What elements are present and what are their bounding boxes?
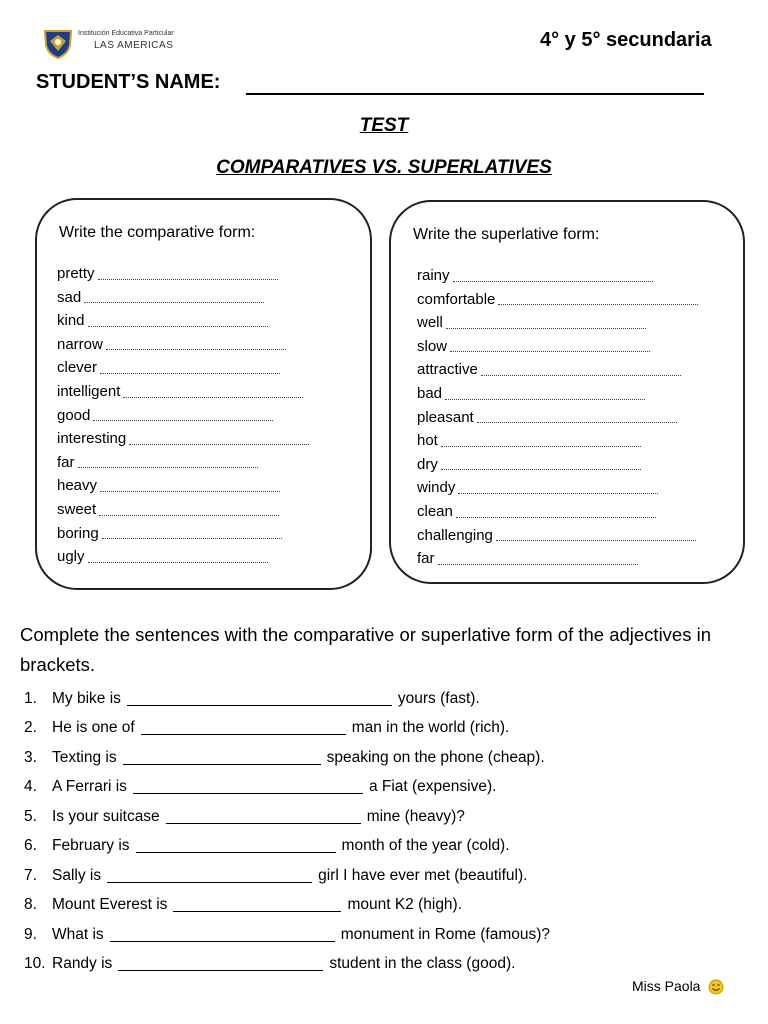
sentence-number: 5.	[24, 807, 37, 825]
list-item	[57, 262, 309, 286]
comparative-box-title: Write the comparative form:	[59, 224, 256, 241]
superlative-box	[389, 200, 745, 584]
sentence-end: speaking on the phone (cheap).	[326, 748, 545, 766]
comparative-word: heavy	[57, 477, 98, 495]
answer-blank[interactable]	[88, 326, 268, 327]
list-item	[24, 769, 550, 799]
sentence-end: month of the year (cold).	[341, 837, 510, 854]
list-item	[417, 453, 698, 477]
answer-blank[interactable]	[441, 469, 641, 470]
answer-blank[interactable]	[453, 281, 653, 282]
answer-blank[interactable]	[78, 467, 258, 468]
answer-blank[interactable]	[496, 540, 696, 541]
school-logo	[42, 27, 202, 59]
list-item	[417, 264, 698, 288]
sentence-start: What is	[52, 925, 104, 943]
answer-blank[interactable]	[84, 302, 264, 303]
sentence-number: 2.	[24, 719, 37, 736]
sentence-number: 7.	[24, 866, 37, 884]
sentence-number: 8.	[24, 896, 37, 913]
answer-blank[interactable]	[438, 564, 638, 565]
superlative-word: windy	[417, 479, 456, 497]
comparative-word: pretty	[57, 265, 95, 282]
answer-blank[interactable]	[98, 279, 278, 280]
superlative-word: comfortable	[417, 290, 496, 308]
superlative-word: well	[417, 314, 443, 332]
list-item	[417, 288, 698, 312]
sentence-number: 10.	[24, 955, 46, 972]
list-item	[417, 382, 698, 406]
answer-blank[interactable]	[141, 734, 346, 735]
comparative-word: sweet	[57, 500, 97, 518]
answer-blank[interactable]	[129, 444, 309, 445]
sentence-end: yours (fast).	[397, 689, 480, 707]
instructions: Complete the sentences with the comparative or superlative form of the adjectives in brackets.	[20, 624, 712, 675]
list-item	[417, 524, 698, 548]
sentence-end: mine (heavy)?	[366, 807, 465, 825]
sentence-list	[24, 680, 550, 975]
superlative-word: far	[417, 550, 435, 568]
list-item	[24, 916, 550, 946]
answer-blank[interactable]	[123, 764, 321, 765]
answer-blank[interactable]	[110, 941, 335, 942]
comparative-box	[35, 198, 372, 590]
comparative-word: sad	[57, 288, 82, 306]
answer-blank[interactable]	[481, 375, 681, 376]
answer-blank[interactable]	[173, 911, 341, 912]
sentence-number: 9.	[24, 925, 37, 943]
list-item	[24, 946, 550, 976]
grade-label: 4° y 5° secundaria	[540, 29, 712, 51]
list-item	[57, 545, 309, 569]
answer-blank[interactable]	[106, 349, 286, 350]
list-item	[417, 429, 698, 453]
sentence-start: Randy is	[52, 955, 113, 972]
sentence-number: 3.	[24, 748, 37, 766]
superlative-word: clean	[417, 502, 453, 520]
superlative-word: pleasant	[417, 408, 474, 426]
sentence-start: My bike is	[52, 689, 121, 707]
sentence-start: Is your suitcase	[52, 807, 160, 825]
sentence-number: 4.	[24, 778, 37, 795]
signature-footer	[632, 978, 724, 995]
list-item	[24, 710, 550, 740]
signature: Miss Paola	[632, 978, 701, 994]
sentence-end: mount K2 (high).	[347, 896, 463, 913]
list-item	[57, 451, 309, 475]
superlative-word: slow	[417, 337, 448, 355]
superlative-word: rainy	[417, 267, 450, 284]
page-title: TEST	[359, 115, 409, 136]
comparative-word: narrow	[57, 335, 103, 353]
superlative-word: attractive	[417, 361, 478, 379]
sentence-end: a Fiat (expensive).	[368, 778, 497, 795]
answer-blank[interactable]	[127, 705, 392, 706]
list-item	[417, 358, 698, 382]
comparative-word-list	[57, 262, 309, 569]
sentence-start: Texting is	[52, 748, 117, 766]
answer-blank[interactable]	[136, 852, 336, 853]
list-item	[24, 857, 550, 887]
list-item	[57, 356, 309, 380]
logo-line-2: LAS AMERICAS	[94, 40, 174, 51]
answer-blank[interactable]	[445, 399, 645, 400]
comparative-word: intelligent	[57, 382, 121, 400]
list-item	[24, 798, 550, 828]
smiley-icon	[708, 979, 724, 995]
comparative-word: ugly	[57, 548, 85, 566]
superlative-word: hot	[417, 432, 438, 450]
answer-blank[interactable]	[456, 517, 656, 518]
sentence-end: girl I have ever met (beautiful).	[318, 866, 528, 884]
list-item	[57, 309, 309, 333]
list-item	[417, 335, 698, 359]
superlative-word: bad	[417, 384, 443, 402]
list-item	[57, 333, 309, 357]
student-name-label: STUDENT’S NAME:	[36, 71, 221, 93]
list-item	[417, 406, 698, 430]
superlative-word: dry	[417, 455, 438, 473]
list-item	[417, 476, 698, 500]
answer-blank[interactable]	[133, 793, 363, 794]
answer-blank[interactable]	[100, 373, 280, 374]
answer-blank[interactable]	[458, 493, 658, 494]
answer-blank[interactable]	[100, 491, 280, 492]
answer-blank[interactable]	[88, 562, 268, 563]
list-item	[24, 739, 550, 769]
answer-blank[interactable]	[107, 882, 312, 883]
list-item	[57, 522, 309, 546]
answer-blank[interactable]	[166, 823, 361, 824]
sentence-end: monument in Rome (famous)?	[340, 925, 551, 943]
answer-blank[interactable]	[446, 328, 646, 329]
page-subtitle: COMPARATIVES VS. SUPERLATIVES	[216, 157, 552, 178]
superlative-word: challenging	[417, 526, 493, 544]
list-item	[417, 500, 698, 524]
answer-blank[interactable]	[450, 351, 650, 352]
student-name-line[interactable]	[246, 93, 704, 95]
answer-blank[interactable]	[477, 422, 677, 423]
sentence-start: He is one of	[52, 719, 135, 736]
answer-blank[interactable]	[441, 446, 641, 447]
answer-blank[interactable]	[498, 304, 698, 305]
sentence-number: 6.	[24, 837, 37, 854]
sentence-start: Sally is	[52, 866, 102, 884]
answer-blank[interactable]	[93, 420, 273, 421]
list-item	[24, 828, 550, 858]
sentence-number: 1.	[24, 689, 37, 707]
list-item	[417, 547, 698, 571]
sentence-start: A Ferrari is	[52, 778, 127, 795]
comparative-word: kind	[57, 312, 85, 330]
logo-line-1: Institución Educativa Particular	[78, 30, 174, 37]
list-item	[24, 680, 550, 710]
answer-blank[interactable]	[118, 970, 323, 971]
sentence-start: February is	[52, 837, 130, 854]
answer-blank[interactable]	[99, 515, 279, 516]
list-item	[57, 404, 309, 428]
list-item	[57, 498, 309, 522]
comparative-word: far	[57, 453, 75, 471]
comparative-word: good	[57, 406, 91, 424]
sentence-end: student in the class (good).	[329, 955, 516, 972]
sentence-end: man in the world (rich).	[351, 719, 510, 736]
list-item	[57, 474, 309, 498]
superlative-word-list	[417, 264, 698, 571]
answer-blank[interactable]	[123, 397, 303, 398]
shield-logo-icon	[42, 27, 74, 59]
list-item	[57, 286, 309, 310]
list-item	[417, 311, 698, 335]
superlative-box-title: Write the superlative form:	[413, 226, 600, 243]
comparative-word: boring	[57, 524, 99, 542]
list-item	[24, 887, 550, 917]
list-item	[57, 380, 309, 404]
list-item	[57, 427, 309, 451]
comparative-word: interesting	[57, 430, 127, 448]
comparative-word: clever	[57, 359, 98, 377]
answer-blank[interactable]	[102, 538, 282, 539]
sentence-start: Mount Everest is	[52, 896, 168, 913]
